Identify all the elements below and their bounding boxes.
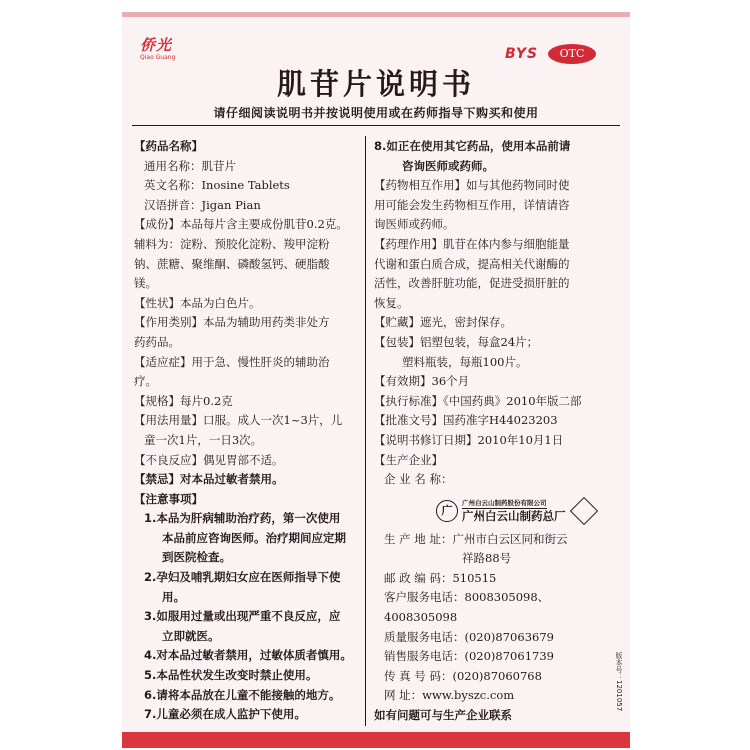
- manufacturer-logo: [436, 492, 620, 530]
- right-column: [374, 137, 620, 726]
- standard: 【执行标准】《中国药典》2010年版二部: [374, 393, 582, 408]
- address-line: 生 产 地 址：广州市白云区同和街云: [384, 531, 568, 546]
- top-strip: [122, 12, 630, 17]
- postcode: 邮 政 编 码：510515: [384, 570, 497, 585]
- approval-number: 【批准文号】国药准字H44023203: [374, 413, 558, 428]
- ingredients-line: 镁。: [134, 276, 157, 291]
- validity: 【有效期】36个月: [374, 374, 470, 389]
- precaution-item: 2.孕妇及哺乳期妇女应在医师指导下使: [144, 570, 341, 585]
- contact-note: 如有问题可与生产企业联系: [374, 708, 512, 723]
- quality-tel: 质量服务电话：(020)87063679: [384, 629, 554, 644]
- precaution-item: 4.对本品过敏者禁用，过敏体质者慎用。: [144, 648, 352, 663]
- storage: 【贮藏】遮光，密封保存。: [374, 315, 512, 330]
- adverse-reaction: 【不良反应】偶见胃部不适。: [134, 452, 284, 467]
- column-divider: [365, 136, 366, 726]
- manufacturer-names: [462, 498, 566, 524]
- package-line: 【包装】铝塑包装，每盒24片；: [374, 334, 539, 349]
- contraindication: 【禁忌】对本品过敏者禁用。: [134, 472, 284, 487]
- package-line: 塑料瓶装，每瓶100片。: [402, 354, 528, 369]
- pharmacology-line: 活性，改善肝脏功能，促进受损肝脏的: [374, 276, 570, 291]
- ingredients-line: 辅料为：淀粉、预胶化淀粉、羧甲淀粉: [134, 236, 330, 251]
- indication-line: 疗。: [134, 374, 157, 389]
- page-title: 肌苷片说明书: [276, 67, 475, 101]
- specification: 【规格】每片0.2克: [134, 393, 233, 408]
- precaution-item: 本品前应咨询医师。治疗期间应定期: [162, 530, 346, 545]
- revision-date: 【说明书修订日期】2010年10月1日: [374, 432, 564, 447]
- instruction-leaflet: [122, 12, 630, 748]
- precaution-item: 到医院检查。: [162, 550, 231, 565]
- enterprise-heading: 【生产企业】: [374, 452, 443, 467]
- diamond-emblem-icon: [569, 497, 597, 525]
- pinyin-name: 汉语拼音：Jigan Pian: [144, 197, 261, 212]
- interaction-line: 用可能会发生药物相互作用，详情请咨: [374, 197, 570, 212]
- dosage-line: 童一次1片，一日3次。: [144, 432, 263, 447]
- interaction-line: 询医师或药师。: [374, 217, 455, 232]
- enterprise-name: 企 业 名 称：: [384, 472, 453, 487]
- version-number: 版本号：1201057: [615, 652, 623, 712]
- appearance: 【性状】本品为白色片。: [134, 295, 261, 310]
- pharmacology-line: 恢复。: [374, 295, 409, 310]
- ingredients-line: 【成份】本品每片含主要成份肌苷0.2克。: [134, 217, 348, 232]
- interaction-line: 【药物相互作用】如与其他药物同时使: [374, 178, 570, 193]
- precaution-item: 立即就医。: [162, 628, 220, 643]
- english-name: 英文名称：Inosine Tablets: [144, 178, 290, 193]
- category-line: 【作用类别】本品为辅助用药类非处方: [134, 315, 330, 330]
- left-column: [134, 137, 360, 725]
- manufacturer-mark-icon: 广: [436, 500, 458, 522]
- dosage-line: 【用法用量】口服。成人一次1~3片，儿: [134, 413, 343, 428]
- ingredients-line: 钠、蔗糖、聚维酮、磷酸氢钙、硬脂酸: [134, 256, 330, 271]
- manufacturer-company: 广州白云山制药股份有限公司: [462, 498, 547, 507]
- precaution-item: 7.儿童必须在成人监护下使用。: [144, 707, 306, 722]
- drug-name-heading: 【药品名称】: [134, 139, 203, 153]
- brand-logo: 侨光 Qiao Guang: [140, 36, 176, 61]
- fax: 传 真 号 码：(020)87060768: [384, 668, 542, 683]
- pharmacology-line: 代谢和蛋白质合成，提高相关代谢酶的: [374, 256, 570, 271]
- bys-logo: BYS: [505, 46, 539, 62]
- manufacturer-factory: 广州白云山制药总厂: [462, 508, 566, 523]
- precaution-item: 用。: [162, 589, 185, 604]
- category-line: 药药品。: [134, 334, 180, 349]
- precaution-item: 8.如正在使用其它药品，使用本品前请: [374, 139, 571, 153]
- indication-line: 【适应症】用于急、慢性肝炎的辅助治: [134, 354, 330, 369]
- precaution-item: 6.请将本品放在儿童不能接触的地方。: [144, 687, 341, 702]
- page-subtitle: 请仔细阅读说明书并按说明使用或在药师指导下购买和使用: [213, 106, 539, 120]
- sales-tel: 销售服务电话：(020)87061739: [384, 649, 554, 664]
- otc-badge: OTC: [548, 44, 596, 64]
- header-rule: [132, 125, 620, 126]
- precaution-item: 3.如服用过量或出现严重不良反应，应: [144, 609, 341, 624]
- bottom-strip: [122, 732, 630, 748]
- precaution-item: 1.本品为肝病辅助治疗药，第一次使用: [144, 511, 341, 526]
- precautions-heading: 【注意事项】: [134, 491, 203, 506]
- website: 网 址：www.byszc.com: [384, 688, 515, 703]
- generic-name: 通用名称：肌苷片: [144, 158, 236, 173]
- precaution-item: 5.本品性状发生改变时禁止使用。: [144, 668, 318, 683]
- pharmacology-line: 【药理作用】肌苷在体内参与细胞能量: [374, 236, 570, 251]
- address-line: 祥路88号: [462, 551, 512, 566]
- service-tel: 客户服务电话：8008305098、4008305098: [384, 590, 550, 625]
- precaution-item: 咨询医师或药师。: [402, 158, 494, 173]
